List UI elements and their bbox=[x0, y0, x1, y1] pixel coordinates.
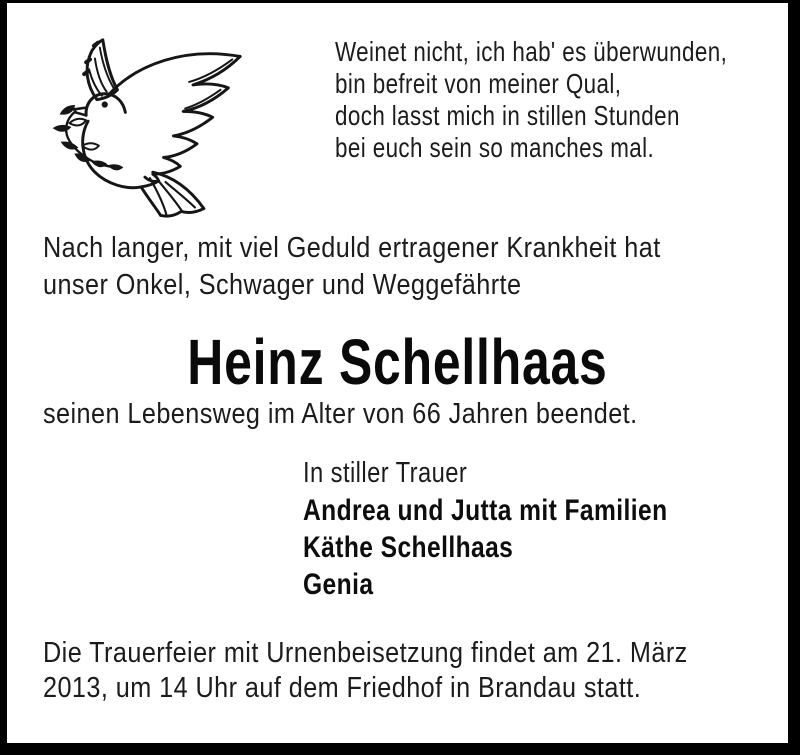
funeral-line: 2013, um 14 Uhr auf dem Friedhof in Brandau statt. bbox=[43, 672, 642, 704]
mourners-block bbox=[303, 455, 668, 603]
poem-line: Weinet nicht, ich hab' es überwunden, bbox=[335, 36, 728, 67]
intro-line: Nach langer, mit viel Geduld ertragener Krankheit hat bbox=[43, 232, 661, 264]
poem-line: doch lasst mich in stillen Stunden bbox=[335, 100, 680, 131]
mourner-name: Genia bbox=[303, 568, 374, 601]
mourner-name: Käthe Schellhaas bbox=[303, 531, 514, 564]
dove-with-olive-branch-icon bbox=[40, 29, 246, 235]
memorial-poem bbox=[335, 36, 727, 164]
poem-line: bin befreit von meiner Qual, bbox=[335, 68, 622, 99]
intro-paragraph bbox=[43, 230, 661, 304]
funeral-line: Die Trauerfeier mit Urnenbeisetzung findet am 21. März bbox=[43, 637, 688, 669]
mourner-name: Andrea und Jutta mit Familien bbox=[303, 494, 668, 527]
poem-line: bei euch sein so manches mal. bbox=[335, 132, 655, 163]
notice-paper bbox=[7, 3, 788, 743]
mourners-heading: In stiller Trauer bbox=[303, 457, 468, 489]
deceased-name: Heinz Schellhaas bbox=[187, 326, 608, 398]
closing-line: seinen Lebensweg im Alter von 66 Jahren beendet. bbox=[43, 398, 638, 430]
funeral-info bbox=[43, 636, 688, 706]
intro-line: unser Onkel, Schwager und Weggefährte bbox=[43, 269, 522, 301]
